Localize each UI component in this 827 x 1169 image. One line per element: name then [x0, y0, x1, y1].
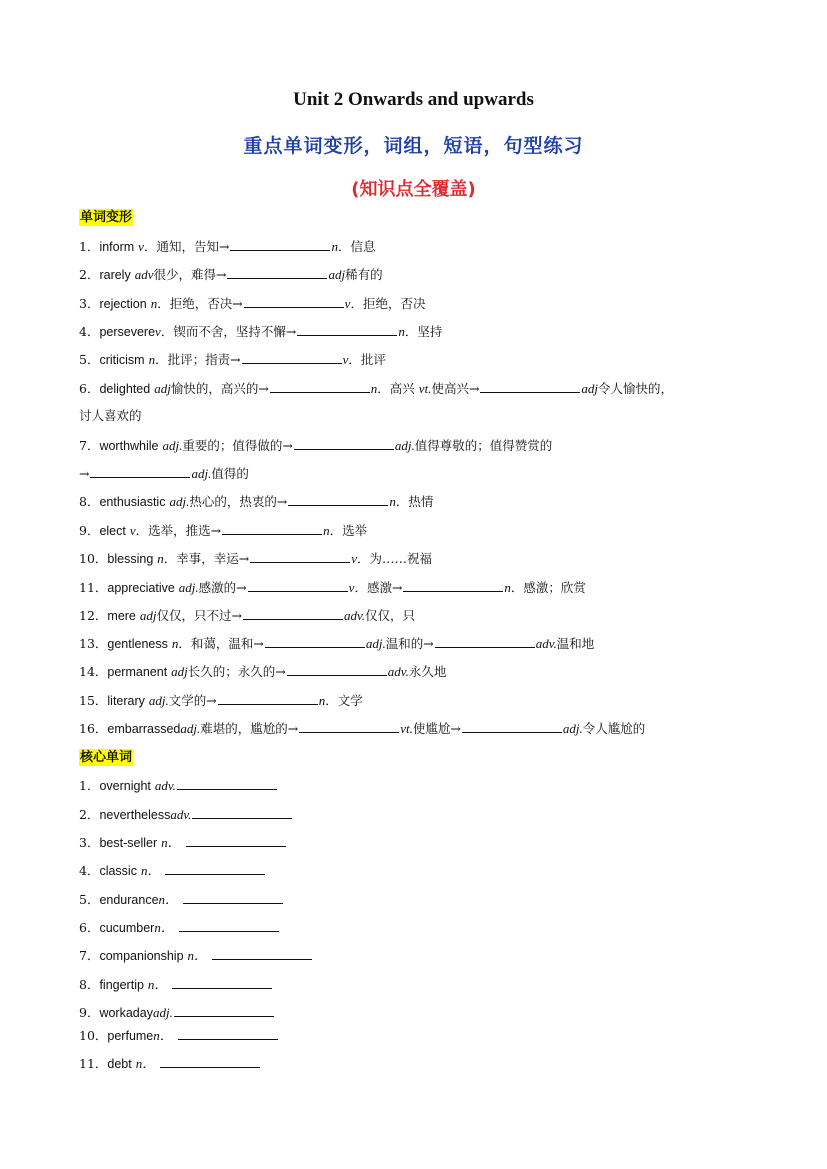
answer-blank[interactable] — [462, 721, 562, 733]
answer-blank[interactable] — [218, 693, 318, 705]
answer-blank[interactable] — [160, 1056, 260, 1068]
word-form-item: 15．literary adj.文学的→ n．文学 — [79, 693, 363, 708]
answer-blank[interactable] — [227, 267, 327, 279]
answer-blank[interactable] — [230, 239, 330, 251]
answer-blank[interactable] — [165, 863, 265, 875]
answer-blank[interactable] — [242, 352, 342, 364]
page-title: Unit 2 Onwards and upwards — [293, 89, 534, 110]
answer-blank[interactable] — [179, 920, 279, 932]
word-form-item: 1．inform v．通知，告知→ n．信息 — [79, 239, 376, 254]
word-form-item: 2．rarely adv很少，难得→ adj稀有的 — [79, 267, 383, 282]
word-form-item: 12．mere adj仅仅，只不过→ adv.仅仅，只 — [79, 608, 416, 623]
word-form-continuation: → adj.值得的 — [79, 466, 249, 481]
page-subtitle: 重点单词变形，词组，短语，句型练习 — [243, 135, 584, 157]
answer-blank[interactable] — [480, 381, 580, 393]
core-word-item: 8．fingertip n． — [79, 977, 273, 993]
section-heading-core-words: 核心单词 — [80, 750, 133, 765]
answer-blank[interactable] — [270, 381, 370, 393]
word-form-item: 5．criticism n．批评；指责→ v．批评 — [79, 352, 386, 367]
answer-blank[interactable] — [297, 324, 397, 336]
answer-blank[interactable] — [288, 494, 388, 506]
answer-blank[interactable] — [250, 551, 350, 563]
word-form-item: 14．permanent adj长久的；永久的→ adv.永久地 — [79, 664, 447, 679]
core-word-item: 11．debt n． — [79, 1056, 261, 1072]
answer-blank[interactable] — [183, 892, 283, 904]
coverage-note: (知识点全覆盖) — [351, 179, 476, 200]
core-word-item: 7．companionship n． — [79, 948, 313, 964]
answer-blank[interactable] — [222, 523, 322, 535]
answer-blank[interactable] — [90, 466, 190, 478]
core-word-item: 5．endurancen． — [79, 892, 284, 908]
answer-blank[interactable] — [294, 438, 394, 450]
answer-blank[interactable] — [186, 835, 286, 847]
core-word-item: 4．classic n． — [79, 863, 266, 879]
word-form-item: 4．perseverev．锲而不舍，坚持不懈→ n．坚持 — [79, 324, 443, 339]
answer-blank[interactable] — [178, 1028, 278, 1040]
word-form-item: 16．embarrassedadj.难堪的，尴尬的→ vt.使尴尬→ adj.令人尴尬的 — [79, 721, 646, 736]
answer-blank[interactable] — [244, 296, 344, 308]
section-heading-word-forms: 单词变形 — [80, 210, 133, 225]
answer-blank[interactable] — [265, 636, 365, 648]
answer-blank[interactable] — [435, 636, 535, 648]
core-word-item: 6．cucumbern． — [79, 920, 280, 936]
word-form-item: 9．elect v．选举，推选→ n．选举 — [79, 523, 368, 538]
word-form-continuation: 讨人喜欢的 — [79, 408, 142, 423]
word-form-item: 7．worthwhile adj.重要的；值得做的→ adj.值得尊敬的；值得赞赏的 — [79, 438, 553, 453]
word-form-item: 13．gentleness n．和蔼，温和→ adj.温和的→ adv.温和地 — [79, 636, 595, 651]
answer-blank[interactable] — [243, 608, 343, 620]
core-word-item: 2．neverthelessadv. — [79, 807, 293, 823]
word-form-item: 6．delighted adj愉快的，高兴的→ n．高兴 vt.使高兴→ adj令人愉快的， — [79, 381, 674, 396]
answer-blank[interactable] — [174, 1005, 274, 1017]
answer-blank[interactable] — [299, 721, 399, 733]
word-form-item: 8．enthusiastic adj.热心的，热衷的→ n．热情 — [79, 494, 434, 509]
core-word-item: 3．best-seller n． — [79, 835, 287, 851]
core-word-item: 10．perfumen． — [79, 1028, 279, 1044]
answer-blank[interactable] — [172, 977, 272, 989]
answer-blank[interactable] — [212, 948, 312, 960]
word-form-item: 10．blessing n．幸事，幸运→ v．为……祝福 — [79, 551, 433, 566]
word-form-item: 11．appreciative adj.感激的→ v．感激→ n．感激；欣赏 — [79, 580, 586, 595]
answer-blank[interactable] — [403, 580, 503, 592]
answer-blank[interactable] — [287, 664, 387, 676]
core-word-item: 1．overnight adv. — [79, 778, 278, 794]
answer-blank[interactable] — [192, 807, 292, 819]
answer-blank[interactable] — [177, 778, 277, 790]
core-word-item: 9．workadayadj. — [79, 1005, 275, 1021]
word-form-item: 3．rejection n．拒绝，否决→ v．拒绝，否决 — [79, 296, 426, 311]
answer-blank[interactable] — [248, 580, 348, 592]
